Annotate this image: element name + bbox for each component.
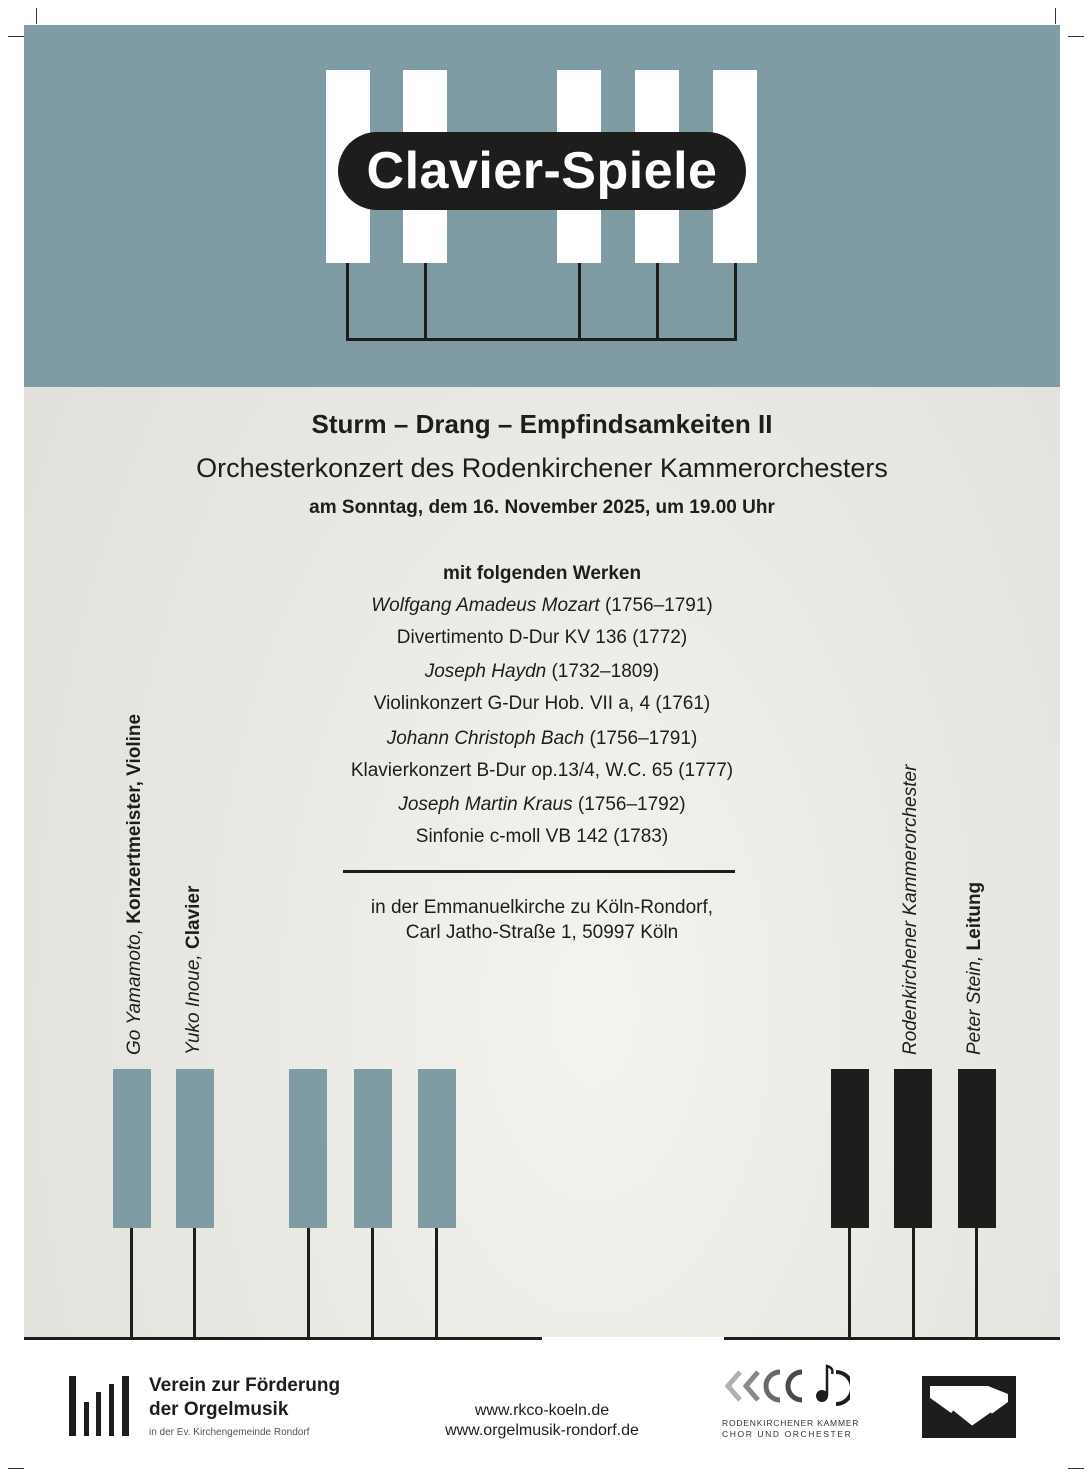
verein-name-line-1: Verein zur Förderung: [149, 1375, 341, 1396]
verein-logo-icon: [69, 1376, 133, 1436]
concert-subtitle: Sturm – Drang – Empfindsamkeiten II: [311, 409, 773, 439]
key-stem: [656, 263, 659, 341]
key-stem: [424, 263, 427, 341]
performer-label: [183, 886, 205, 1055]
performer-label: [900, 765, 922, 1055]
composer-name: Joseph Martin Kraus: [398, 794, 573, 815]
blue-key: [289, 1069, 327, 1228]
work-piece: Klavierkonzert B-Dur op.13/4, W.C. 65 (1777): [350, 760, 734, 781]
key-stem: [734, 263, 737, 341]
composer-years: (1756–1791): [584, 728, 698, 749]
poster-title: Clavier-Spiele: [338, 132, 746, 210]
key-stem: [307, 1228, 310, 1338]
verein-subline: in der Ev. Kirchengemeinde Rondorf: [149, 1427, 310, 1438]
composer-years: (1732–1809): [546, 661, 660, 682]
concert-date: am Sonntag, dem 16. November 2025, um 19.00 Uhr: [309, 497, 775, 518]
crop-mark: [1055, 8, 1056, 24]
work-composer: [24, 595, 1060, 617]
composer-name: Johann Christoph Bach: [386, 728, 585, 749]
rkco-name-line-1: RODENKIRCHENER KAMMER: [722, 1418, 860, 1428]
work-piece: Violinkonzert G-Dur Hob. VII a, 4 (1761): [373, 693, 711, 714]
key-stem: [371, 1228, 374, 1338]
key-stem: [193, 1228, 196, 1338]
performer-name: Yuko Inoue,: [183, 954, 204, 1055]
crop-mark: [8, 36, 24, 37]
key-stem: [975, 1228, 978, 1338]
rkco-name-line-2: CHOR UND ORCHESTER: [722, 1429, 853, 1439]
performer-role: Konzertmeister, Violine: [124, 713, 145, 924]
performer-name: Rodenkirchener Kammerorchester: [900, 764, 921, 1055]
work-composer: [24, 661, 1060, 683]
website-rkco[interactable]: www.rkco-koeln.de: [474, 1402, 610, 1419]
composer-years: (1756–1792): [572, 794, 686, 815]
website-orgelmusik[interactable]: www.orgelmusik-rondorf.de: [445, 1422, 639, 1439]
blue-key: [176, 1069, 214, 1228]
rkco-logo-icon: [724, 1360, 850, 1410]
header-band: [24, 25, 1060, 387]
performer-label: [964, 882, 986, 1055]
key-stem: [848, 1228, 851, 1338]
crop-mark: [8, 1468, 24, 1469]
key-stem: [346, 263, 349, 341]
venue-line-2: Carl Jatho-Straße 1, 50997 Köln: [405, 922, 679, 943]
works-heading: mit folgenden Werken: [442, 563, 642, 584]
key-baseline-right: [724, 1337, 1060, 1340]
key-stem: [912, 1228, 915, 1338]
black-key: [831, 1069, 869, 1228]
performer-name: Peter Stein,: [964, 955, 985, 1055]
divider: [343, 870, 735, 873]
composer-name: Joseph Haydn: [424, 661, 547, 682]
key-stem: [130, 1228, 133, 1338]
crop-mark: [1068, 36, 1084, 37]
blue-key: [418, 1069, 456, 1228]
crop-mark: [1068, 1468, 1084, 1469]
work-piece: Sinfonie c-moll VB 142 (1783): [415, 826, 669, 847]
key-baseline: [346, 338, 737, 341]
concert-name: Orchesterkonzert des Rodenkirchener Kammerorchesters: [196, 453, 888, 483]
key-stem: [578, 263, 581, 341]
church-logo-icon: [922, 1376, 1016, 1438]
key-baseline-left: [24, 1337, 542, 1340]
work-composer: [24, 728, 1060, 750]
black-key: [894, 1069, 932, 1228]
performer-label: [124, 714, 146, 1055]
composer-years: (1756–1791): [599, 595, 713, 616]
key-stem: [435, 1228, 438, 1338]
blue-key: [113, 1069, 151, 1228]
venue-line-1: in der Emmanuelkirche zu Köln-Rondorf,: [370, 897, 714, 918]
performer-role: Leitung: [964, 881, 985, 951]
black-key: [958, 1069, 996, 1228]
composer-name: Wolfgang Amadeus Mozart: [371, 595, 600, 616]
performer-name: Go Yamamoto,: [124, 928, 145, 1055]
verein-name-line-2: der Orgelmusik: [149, 1399, 289, 1420]
crop-mark: [36, 8, 37, 24]
performer-role: Clavier: [183, 885, 204, 949]
work-piece: Divertimento D-Dur KV 136 (1772): [396, 627, 688, 648]
blue-key: [354, 1069, 392, 1228]
poster: [24, 25, 1060, 1337]
